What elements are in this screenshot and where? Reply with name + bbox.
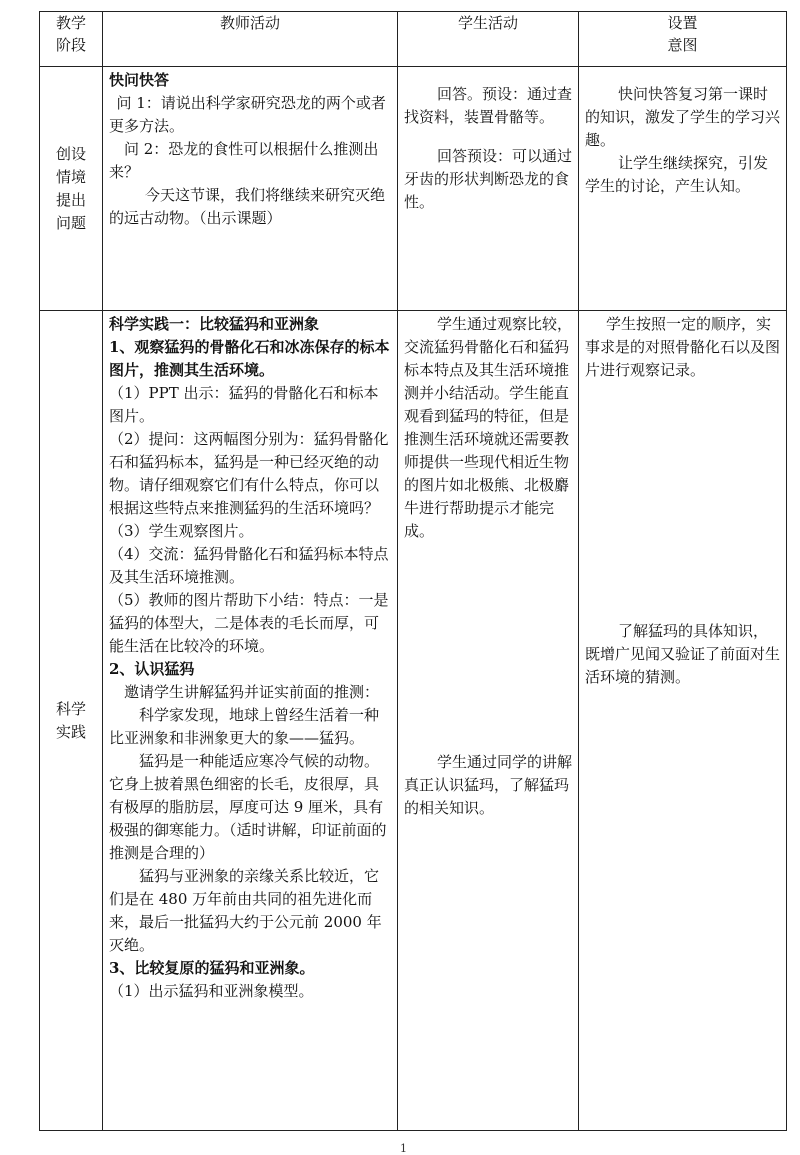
- step-3: （3）学生观察图片。: [109, 522, 254, 540]
- stage-2-line: 实践: [55, 722, 86, 741]
- section-1-heading: 1、观察猛犸的骨骼化石和冰冻保存的标本图片，推测其生活环境。: [109, 338, 390, 379]
- step-5: （5）教师的图片帮助下小结：特点：一是猛犸的体型大，二是体表的毛长而厚，可能生活在比较冷的环境。: [109, 591, 389, 655]
- header-stage: [40, 12, 103, 67]
- step-4: （4）交流：猛犸骨骼化石和猛犸标本特点及其生活环境推测。: [109, 545, 389, 586]
- header-teacher: 教师活动: [103, 12, 398, 67]
- student-answer-1: 回答。预设：通过查找资料，装置骨骼等。: [404, 85, 573, 126]
- header-row: [40, 12, 787, 67]
- mammoth-paragraph-3: 猛犸与亚洲象的亲缘关系比较近，它们是在 480 万年前由共同的祖先进化而来，最后一批猛犸大约于公元前 2000 年灭绝。: [109, 867, 382, 954]
- stage-cell-1: [40, 67, 103, 311]
- header-intent-line2: 意图: [667, 36, 698, 54]
- mammoth-paragraph-1: 科学家发现，地球上曾经生活着一种比亚洲象和非洲象更大的象——猛犸。: [109, 706, 380, 747]
- intent-2: 让学生继续探究，引发学生的讨论，产生认知。: [585, 154, 769, 195]
- lesson-plan-table: [39, 11, 787, 1131]
- student-activity-2: 学生通过同学的讲解真正认识猛玛，了解猛玛的相关知识。: [404, 753, 573, 817]
- intent-3: 学生按照一定的顺序，实事求是的对照骨骼化石以及图片进行观察记录。: [585, 315, 781, 379]
- intent-4: 了解猛玛的具体知识，既增广见闻又验证了前面对生活环境的猜测。: [585, 622, 781, 686]
- header-stage-line1: 教学: [55, 14, 86, 32]
- step-2: （2）提问：这两幅图分别为：猛犸骨骼化石和猛犸标本，猛犸是一种已经灭绝的动物。请仔细观察它们有什么特点，你可以根据这些特点来推测猛犸的生活环境吗？: [109, 430, 389, 517]
- intent-cell-2: [579, 311, 787, 1131]
- step-6: （1）出示猛犸和亚洲象模型。: [109, 982, 314, 1000]
- mammoth-paragraph-2: 猛犸是一种能适应寒冷气候的动物。它身上披着黑色细密的长毛，皮很厚，具有极厚的脂肪层，厚度可达 9 厘米，具有极强的御寒能力。（适时讲解，印证前面的推测是合理的）: [109, 752, 387, 862]
- teacher-cell-2: [103, 311, 398, 1131]
- lesson-intro: 今天这节课，我们将继续来研究灭绝的远古动物。（出示课题）: [109, 186, 386, 227]
- quick-qa-title: 快问快答: [109, 71, 170, 89]
- header-student: 学生活动: [398, 12, 579, 67]
- stage-1-line: 提出: [55, 190, 86, 209]
- practice-title: 科学实践一：比较猛犸和亚洲象: [109, 315, 320, 333]
- student-cell-1: [398, 67, 579, 311]
- intent-1: 快问快答复习第一课时的知识，激发了学生的学习兴趣。: [585, 85, 781, 149]
- student-cell-2: [398, 311, 579, 1131]
- question-2: 问 2：恐龙的食性可以根据什么推测出来？: [109, 140, 379, 181]
- stage-cell-2: [40, 311, 103, 1131]
- student-answer-2: 回答预设：可以通过牙齿的形状判断恐龙的食性。: [404, 147, 573, 211]
- section-3-heading: 3、比较复原的猛犸和亚洲象。: [109, 959, 315, 977]
- stage-2-line: 科学: [55, 699, 86, 718]
- row-science-practice: [40, 311, 787, 1131]
- section-2-heading: 2、认识猛犸: [109, 660, 195, 678]
- page-number: 1: [400, 1142, 407, 1155]
- row-create-situation: [40, 67, 787, 311]
- intent-cell-1: [579, 67, 787, 311]
- header-intent-line1: 设置: [667, 14, 698, 32]
- stage-1-line: 创设: [55, 144, 86, 163]
- step-1: （1）PPT 出示：猛犸的骨骼化石和标本图片。: [109, 384, 379, 425]
- stage-1-line: 问题: [55, 213, 86, 232]
- student-activity-1: 学生通过观察比较，交流猛犸骨骼化石和猛犸标本特点及其生活环境推测并小结活动。学生能直观看到猛玛的特征，但是推测生活环境就还需要教师提供一些现代相近生物的图片如北极熊、北极麝牛进行帮助提示才能完成。: [404, 315, 573, 540]
- teacher-cell-1: [103, 67, 398, 311]
- stage-1-line: 情境: [55, 167, 86, 186]
- header-intent: [579, 12, 787, 67]
- header-stage-line2: 阶段: [55, 36, 86, 54]
- invite-text: 邀请学生讲解猛犸并证实前面的推测：: [124, 683, 380, 701]
- question-1: 问 1：请说出科学家研究恐龙的两个或者更多方法。: [109, 94, 386, 135]
